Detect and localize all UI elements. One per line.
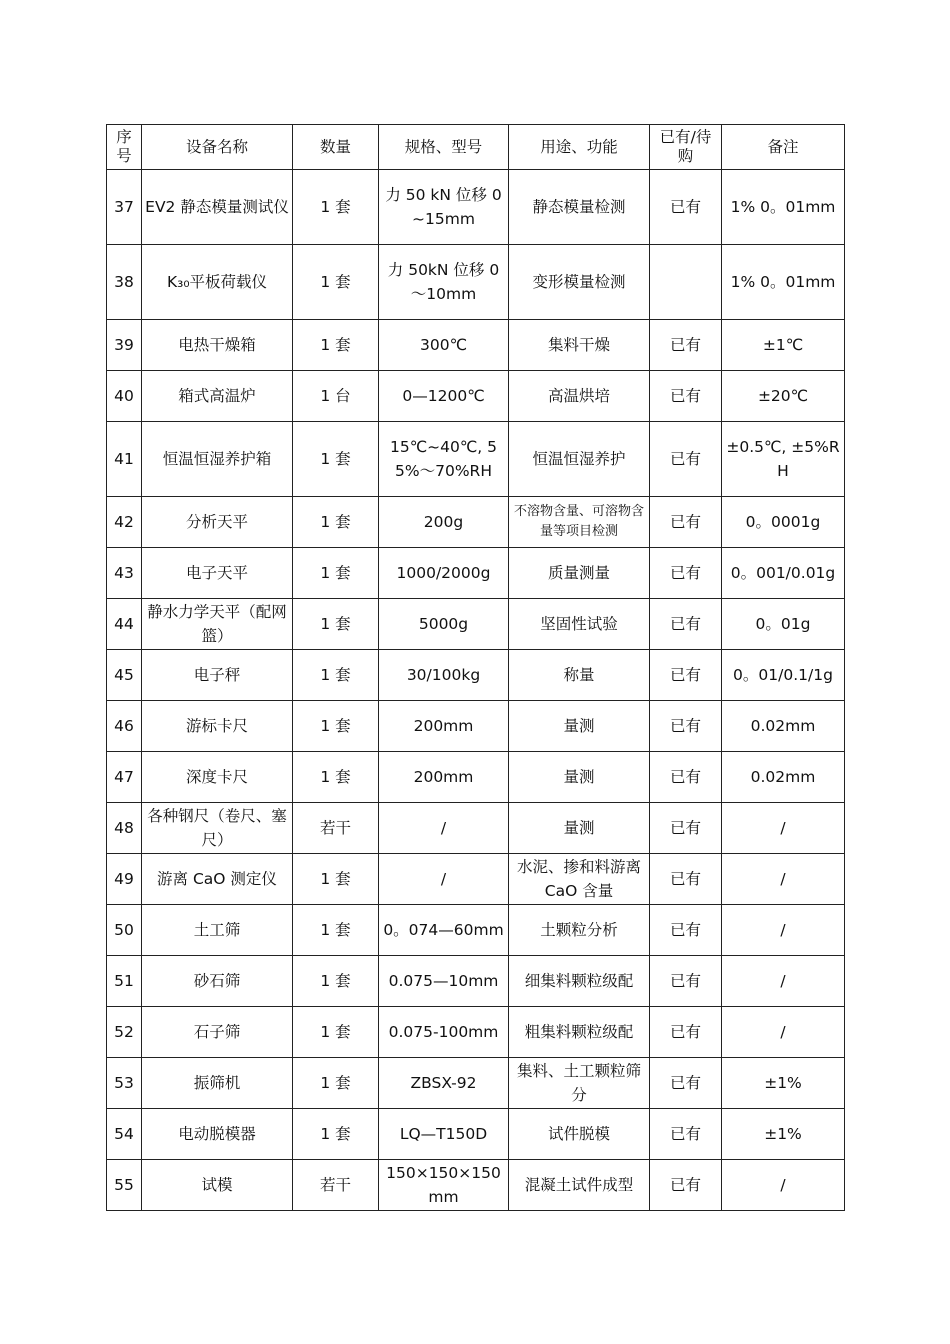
- cell-qty: 1 套: [293, 548, 379, 599]
- table-row: [107, 803, 845, 854]
- cell-note: 1% 0。01mm: [722, 170, 845, 245]
- cell-no: 55: [107, 1160, 142, 1211]
- header-note: 备注: [722, 125, 845, 170]
- cell-spec: 0.075—10mm: [379, 956, 509, 1007]
- table-row: [107, 650, 845, 701]
- equipment-table-body: [107, 125, 845, 1211]
- cell-qty: 1 套: [293, 245, 379, 320]
- cell-no: 52: [107, 1007, 142, 1058]
- cell-use: 质量测量: [509, 548, 650, 599]
- cell-status: 已有: [650, 803, 722, 854]
- cell-note: /: [722, 854, 845, 905]
- cell-name: 箱式高温炉: [142, 371, 293, 422]
- cell-qty: 1 套: [293, 650, 379, 701]
- cell-name: 试模: [142, 1160, 293, 1211]
- cell-no: 46: [107, 701, 142, 752]
- cell-qty: 1 套: [293, 170, 379, 245]
- cell-no: 37: [107, 170, 142, 245]
- cell-qty: 1 套: [293, 905, 379, 956]
- cell-name: EV2 静态模量测试仪: [142, 170, 293, 245]
- cell-spec: 150×150×150mm: [379, 1160, 509, 1211]
- header-no: 序号: [107, 125, 142, 170]
- cell-note: ±1%: [722, 1109, 845, 1160]
- cell-qty: 若干: [293, 803, 379, 854]
- cell-use: 量测: [509, 701, 650, 752]
- cell-no: 42: [107, 497, 142, 548]
- cell-spec: 5000g: [379, 599, 509, 650]
- cell-status: 已有: [650, 548, 722, 599]
- cell-qty: 1 套: [293, 956, 379, 1007]
- cell-no: 40: [107, 371, 142, 422]
- header-qty: 数量: [293, 125, 379, 170]
- cell-spec: 力 50 kN 位移 0~15mm: [379, 170, 509, 245]
- table-row: [107, 245, 845, 320]
- cell-name: 分析天平: [142, 497, 293, 548]
- cell-qty: 1 套: [293, 1007, 379, 1058]
- cell-note: /: [722, 803, 845, 854]
- cell-use: 不溶物含量、可溶物含量等项目检测: [509, 497, 650, 548]
- cell-note: 0。01g: [722, 599, 845, 650]
- table-row: [107, 548, 845, 599]
- table-row: [107, 905, 845, 956]
- cell-note: /: [722, 1160, 845, 1211]
- cell-name: 电子天平: [142, 548, 293, 599]
- cell-note: 0。01/0.1/1g: [722, 650, 845, 701]
- cell-note: ±1℃: [722, 320, 845, 371]
- table-row: [107, 1007, 845, 1058]
- cell-name: 振筛机: [142, 1058, 293, 1109]
- cell-status: 已有: [650, 1007, 722, 1058]
- cell-note: ±20℃: [722, 371, 845, 422]
- cell-no: 45: [107, 650, 142, 701]
- cell-spec: ZBSX-92: [379, 1058, 509, 1109]
- cell-status: 已有: [650, 752, 722, 803]
- cell-spec: 300℃: [379, 320, 509, 371]
- cell-status: 已有: [650, 854, 722, 905]
- cell-qty: 1 套: [293, 1058, 379, 1109]
- cell-note: /: [722, 1007, 845, 1058]
- cell-note: /: [722, 956, 845, 1007]
- cell-use: 混凝土试件成型: [509, 1160, 650, 1211]
- cell-qty: 1 套: [293, 497, 379, 548]
- cell-use: 集料干燥: [509, 320, 650, 371]
- cell-status: 已有: [650, 599, 722, 650]
- cell-note: 1% 0。01mm: [722, 245, 845, 320]
- cell-name: 游标卡尺: [142, 701, 293, 752]
- cell-qty: 1 套: [293, 701, 379, 752]
- cell-status: 已有: [650, 1109, 722, 1160]
- cell-qty: 1 套: [293, 422, 379, 497]
- cell-spec: 15℃~40℃, 55%～70%RH: [379, 422, 509, 497]
- table-row: [107, 701, 845, 752]
- cell-status: 已有: [650, 701, 722, 752]
- cell-name: 各种钢尺（卷尺、塞尺）: [142, 803, 293, 854]
- cell-no: 47: [107, 752, 142, 803]
- cell-spec: 0.075-100mm: [379, 1007, 509, 1058]
- cell-status: 已有: [650, 1160, 722, 1211]
- cell-use: 土颗粒分析: [509, 905, 650, 956]
- cell-no: 39: [107, 320, 142, 371]
- cell-name: 电热干燥箱: [142, 320, 293, 371]
- header-spec: 规格、型号: [379, 125, 509, 170]
- cell-note: /: [722, 905, 845, 956]
- cell-name: 游离 CaO 测定仪: [142, 854, 293, 905]
- cell-status: 已有: [650, 905, 722, 956]
- cell-qty: 1 台: [293, 371, 379, 422]
- cell-status: 已有: [650, 650, 722, 701]
- cell-name: 静水力学天平（配网篮）: [142, 599, 293, 650]
- cell-note: 0.02mm: [722, 752, 845, 803]
- cell-status: 已有: [650, 1058, 722, 1109]
- cell-no: 44: [107, 599, 142, 650]
- cell-name: 深度卡尺: [142, 752, 293, 803]
- cell-name: K₃₀平板荷载仪: [142, 245, 293, 320]
- table-row: [107, 1160, 845, 1211]
- cell-use: 粗集料颗粒级配: [509, 1007, 650, 1058]
- cell-no: 48: [107, 803, 142, 854]
- table-row: [107, 752, 845, 803]
- cell-name: 恒温恒湿养护箱: [142, 422, 293, 497]
- cell-use: 变形模量检测: [509, 245, 650, 320]
- cell-status: 已有: [650, 422, 722, 497]
- cell-use: 量测: [509, 803, 650, 854]
- cell-spec: 30/100kg: [379, 650, 509, 701]
- cell-qty: 1 套: [293, 320, 379, 371]
- cell-use: 称量: [509, 650, 650, 701]
- table-row: [107, 170, 845, 245]
- cell-spec: /: [379, 803, 509, 854]
- cell-spec: 1000/2000g: [379, 548, 509, 599]
- cell-name: 电动脱模器: [142, 1109, 293, 1160]
- cell-qty: 1 套: [293, 1109, 379, 1160]
- cell-spec: LQ—T150D: [379, 1109, 509, 1160]
- table-row: [107, 956, 845, 1007]
- cell-spec: 200mm: [379, 701, 509, 752]
- cell-status: 已有: [650, 371, 722, 422]
- cell-no: 49: [107, 854, 142, 905]
- cell-spec: 0—1200℃: [379, 371, 509, 422]
- cell-no: 41: [107, 422, 142, 497]
- cell-name: 电子秤: [142, 650, 293, 701]
- cell-use: 水泥、掺和料游离 CaO 含量: [509, 854, 650, 905]
- cell-use: 静态模量检测: [509, 170, 650, 245]
- cell-name: 石子筛: [142, 1007, 293, 1058]
- cell-qty: 若干: [293, 1160, 379, 1211]
- equipment-table: [106, 124, 845, 1211]
- cell-use: 恒温恒湿养护: [509, 422, 650, 497]
- header-use: 用途、功能: [509, 125, 650, 170]
- cell-note: 0。001/0.01g: [722, 548, 845, 599]
- cell-qty: 1 套: [293, 854, 379, 905]
- table-row: [107, 854, 845, 905]
- cell-note: ±1%: [722, 1058, 845, 1109]
- cell-spec: 200mm: [379, 752, 509, 803]
- cell-qty: 1 套: [293, 599, 379, 650]
- cell-no: 53: [107, 1058, 142, 1109]
- cell-name: 砂石筛: [142, 956, 293, 1007]
- cell-name: 土工筛: [142, 905, 293, 956]
- cell-spec: /: [379, 854, 509, 905]
- cell-use: 量测: [509, 752, 650, 803]
- table-row: [107, 1109, 845, 1160]
- table-header-row: [107, 125, 845, 170]
- header-status: 已有/待购: [650, 125, 722, 170]
- cell-no: 54: [107, 1109, 142, 1160]
- cell-no: 51: [107, 956, 142, 1007]
- cell-note: ±0.5℃, ±5%RH: [722, 422, 845, 497]
- table-row: [107, 422, 845, 497]
- cell-spec: 200g: [379, 497, 509, 548]
- table-row: [107, 1058, 845, 1109]
- header-name: 设备名称: [142, 125, 293, 170]
- table-row: [107, 497, 845, 548]
- cell-status: [650, 245, 722, 320]
- cell-no: 43: [107, 548, 142, 599]
- cell-no: 38: [107, 245, 142, 320]
- cell-status: 已有: [650, 956, 722, 1007]
- cell-use: 细集料颗粒级配: [509, 956, 650, 1007]
- table-row: [107, 599, 845, 650]
- cell-status: 已有: [650, 320, 722, 371]
- cell-spec: 0。074—60mm: [379, 905, 509, 956]
- cell-note: 0.02mm: [722, 701, 845, 752]
- table-row: [107, 371, 845, 422]
- cell-note: 0。0001g: [722, 497, 845, 548]
- cell-use: 坚固性试验: [509, 599, 650, 650]
- cell-status: 已有: [650, 497, 722, 548]
- cell-qty: 1 套: [293, 752, 379, 803]
- cell-use: 试件脱模: [509, 1109, 650, 1160]
- cell-status: 已有: [650, 170, 722, 245]
- cell-use: 集料、土工颗粒筛分: [509, 1058, 650, 1109]
- table-row: [107, 320, 845, 371]
- cell-spec: 力 50kN 位移 0～10mm: [379, 245, 509, 320]
- cell-use: 高温烘培: [509, 371, 650, 422]
- cell-no: 50: [107, 905, 142, 956]
